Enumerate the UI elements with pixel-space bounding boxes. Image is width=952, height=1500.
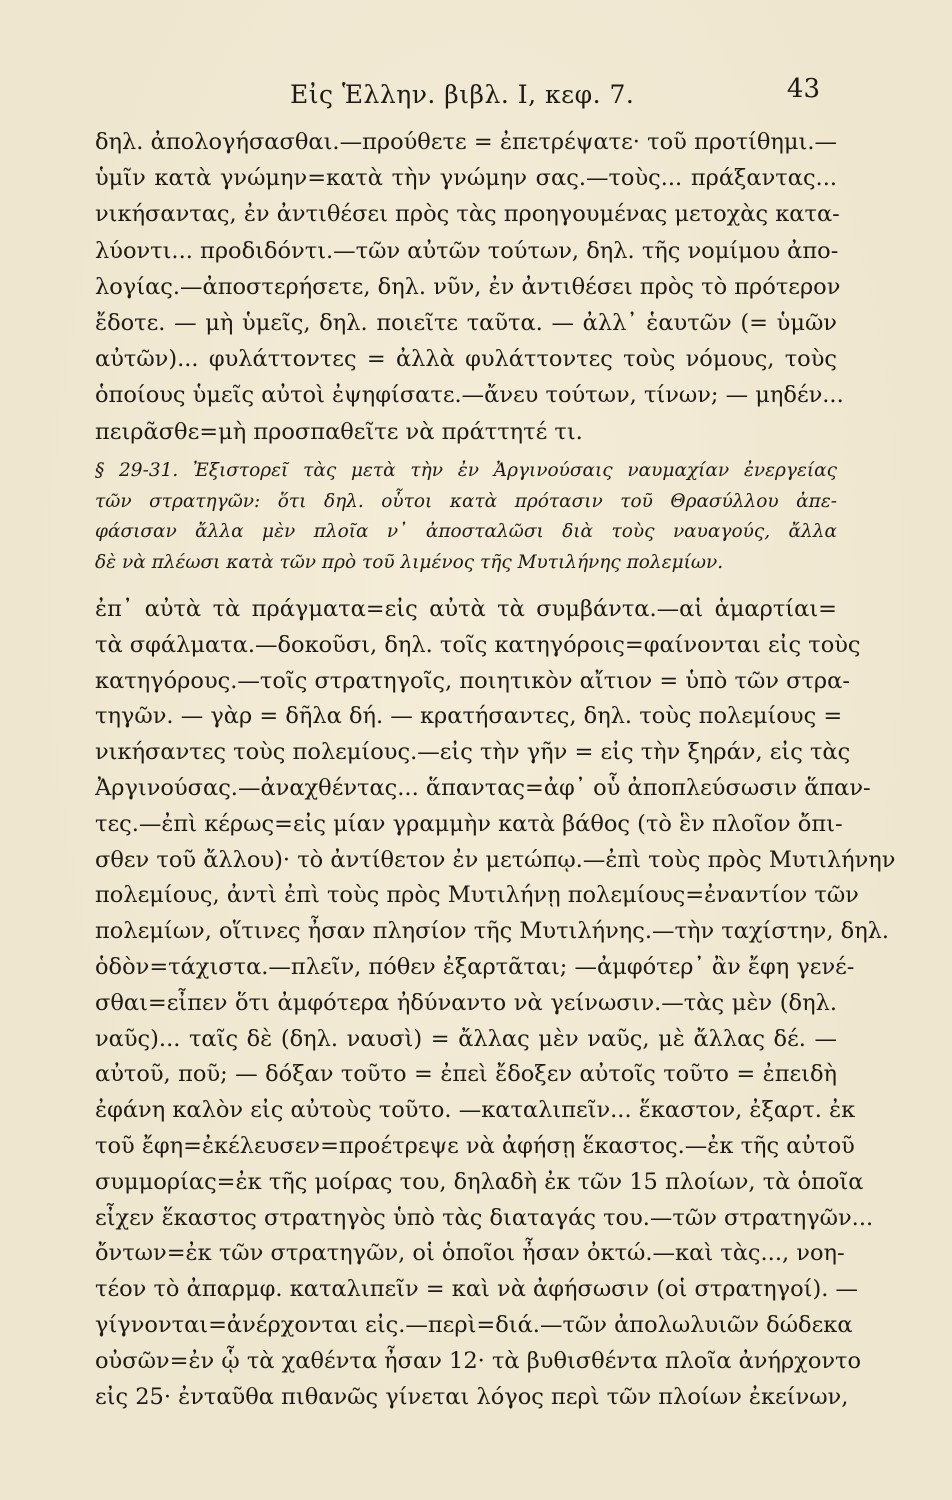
summary-line: φάσισαν ἄλλα μὲν πλοῖα ν᾽ ἀποσταλῶσι διὰ τοὺς ναυαγούς, ἄλλα — [95, 521, 837, 542]
text-line: νικήσαντας, ἐν ἀντιθέσει πρὸς τὰς προηγουμένας μετοχὰς κατα- — [95, 201, 840, 228]
text-line: γίγνονται=ἀνέρχονται εἰς.—περὶ=διά.—τῶν ἀπολωλυιῶν δώδεκα — [95, 1311, 853, 1338]
text-line: ἔδοτε. — μὴ ὑμεῖς, δηλ. ποιεῖτε ταῦτα. — ἀλλ᾽ ἑαυτῶν (= ὑμῶν — [95, 309, 837, 336]
text-line: σθαι=εἶπεν ὅτι ἀμφότερα ἠδύναντο νὰ γείνωσιν.—τὰς μὲν (δηλ. — [95, 989, 837, 1016]
text-line: αὐτοῦ, ποῦ; — δόξαν τοῦτο = ἐπεὶ ἔδοξεν αὐτοῖς τοῦτο = ἐπειδὴ — [95, 1061, 837, 1088]
text-line: πειρᾶσθε=μὴ προσπαθεῖτε νὰ πράττητέ τι. — [95, 418, 583, 445]
text-line: κατηγόρους.—τοῖς στρατηγοῖς, ποιητικὸν αἴτιον = ὑπὸ τῶν στρα- — [95, 667, 850, 694]
text-line: αὐτῶν)... φυλάττοντες = ἀλλὰ φυλάττοντες τοὺς νόμους, τοὺς — [95, 346, 837, 373]
text-line: ὁποίους ὑμεῖς αὐτοὶ ἐψηφίσατε.—ἄνευ τούτων, τίνων; — μηδέν... — [95, 382, 844, 409]
text-line: ἐπ᾽ αὐτὰ τὰ πράγματα=εἰς αὐτὰ τὰ συμβάντα.—αἱ ἁμαρτίαι= — [95, 596, 837, 622]
text-line: τέον τὸ ἀπαρμφ. καταλιπεῖν = καὶ νὰ ἀφήσωσιν (οἱ στρατηγοί). — — [95, 1276, 859, 1303]
section-summary — [95, 456, 837, 578]
running-head — [0, 74, 952, 120]
summary-line: δὲ νὰ πλέωσι κατὰ τῶν πρὸ τοῦ λιμένος τῆς Μυτιλήνης πολεμίων. — [95, 551, 724, 573]
text-line: συμμορίας=ἐκ τῆς μοίρας του, δηλαδὴ ἐκ τῶν 15 πλοίων, τὰ ὁποῖα — [95, 1168, 864, 1195]
summary-line: § 29-31. Ἐξιστορεῖ τὰς μετὰ τὴν ἐν Ἀργινούσαις ναυμαχίαν ἐνεργείας — [95, 460, 837, 481]
text-line: ἐφάνη καλὸν εἰς αὐτοὺς τοῦτο. —καταλιπεῖν... ἕκαστον, ἐξαρτ. ἐκ — [95, 1097, 856, 1124]
text-line: τες.—ἐπὶ κέρως=εἰς μίαν γραμμὴν κατὰ βάθος (τὸ ἓν πλοῖον ὄπι- — [95, 810, 843, 837]
text-line: σθεν τοῦ ἄλλου)· τὸ ἀντίθετον ἐν μετώπῳ.—ἐπὶ τοὺς πρὸς Μυτιλήνην — [95, 846, 896, 873]
summary-line: τῶν στρατηγῶν: ὅτι δηλ. οὗτοι κατὰ πρότασιν τοῦ Θρασύλλου ἀπε- — [95, 490, 837, 512]
text-line: πολεμίων, οἵτινες ἦσαν πλησίον τῆς Μυτιλήνης.—τὴν ταχίστην, δηλ. — [95, 918, 890, 945]
text-line: οὐσῶν=ἐν ᾧ τὰ χαθέντα ἦσαν 12· τὰ βυθισθέντα πλοῖα ἀνήρχοντο — [95, 1347, 862, 1374]
text-line: λογίας.—ἀποστερήσετε, δηλ. νῦν, ἐν ἀντιθέσει πρὸς τὸ πρότερον — [95, 273, 841, 300]
text-line: πολεμίους, ἀντὶ ἐπὶ τοὺς πρὸς Μυτιλήνῃ πολεμίους=ἐναντίον τῶν — [95, 882, 859, 909]
commentary-paragraph-2 — [95, 592, 896, 1415]
text-line: Ἀργινούσας.—ἀναχθέντας... ἅπαντας=ἀφ᾽ οὗ ἀποπλεύσωσιν ἅπαν- — [95, 774, 871, 801]
text-line: ναῦς)... ταῖς δὲ (δηλ. ναυσὶ) = ἄλλας μὲν ναῦς, μὲ ἄλλας δέ. — — [95, 1025, 837, 1052]
text-line: νικήσαντες τοὺς πολεμίους.—εἰς τὴν γῆν = εἰς τὴν ξηράν, εἰς τὰς — [95, 739, 851, 766]
page-number: 43 — [786, 74, 820, 104]
text-line: ὄντων=ἐκ τῶν στρατηγῶν, οἱ ὁποῖοι ἦσαν ὀκτώ.—καὶ τὰς..., νοη- — [95, 1240, 845, 1267]
running-title: Εἰς Ἑλλην. βιβλ. Ι, κεφ. 7. — [290, 80, 635, 109]
text-line: τηγῶν. — γὰρ = δῆλα δή. — κρατήσαντες, δηλ. τοὺς πολεμίους = — [95, 703, 843, 730]
text-line: λύοντι... προδιδόντι.—τῶν αὐτῶν τούτων, δηλ. τῆς νομίμου ἀπο- — [95, 237, 839, 264]
text-line: τοῦ ἔφη=ἐκέλευσεν=προέτρεψε νὰ ἀφήσῃ ἕκαστος.—ἐκ τῆς αὐτοῦ — [95, 1132, 855, 1159]
text-line: τὰ σφάλματα.—δοκοῦσι, δηλ. τοῖς κατηγόροις=φαίνονται εἰς τοὺς — [95, 631, 861, 658]
text-line: εἰς 25· ἐνταῦθα πιθανῶς γίνεται λόγος περὶ τῶν πλοίων ἐκείνων, — [95, 1383, 849, 1410]
commentary-paragraph-1 — [95, 124, 844, 450]
text-line: ὁδὸν=τάχιστα.—πλεῖν, πόθεν ἐξαρτᾶται; —ἀμφότερ᾽ ἂν ἔφη γενέ- — [95, 953, 855, 980]
text-line: ὑμῖν κατὰ γνώμην=κατὰ τὴν γνώμην σας.—τοὺς... πράξαντας... — [95, 165, 837, 192]
text-line: εἶχεν ἕκαστος στρατηγὸς ὑπὸ τὰς διαταγάς του.—τῶν στρατηγῶν... — [95, 1204, 874, 1231]
text-line: δηλ. ἀπολογήσασθαι.—προύθετε = ἐπετρέψατε· τοῦ προτίθημι.— — [95, 129, 837, 155]
